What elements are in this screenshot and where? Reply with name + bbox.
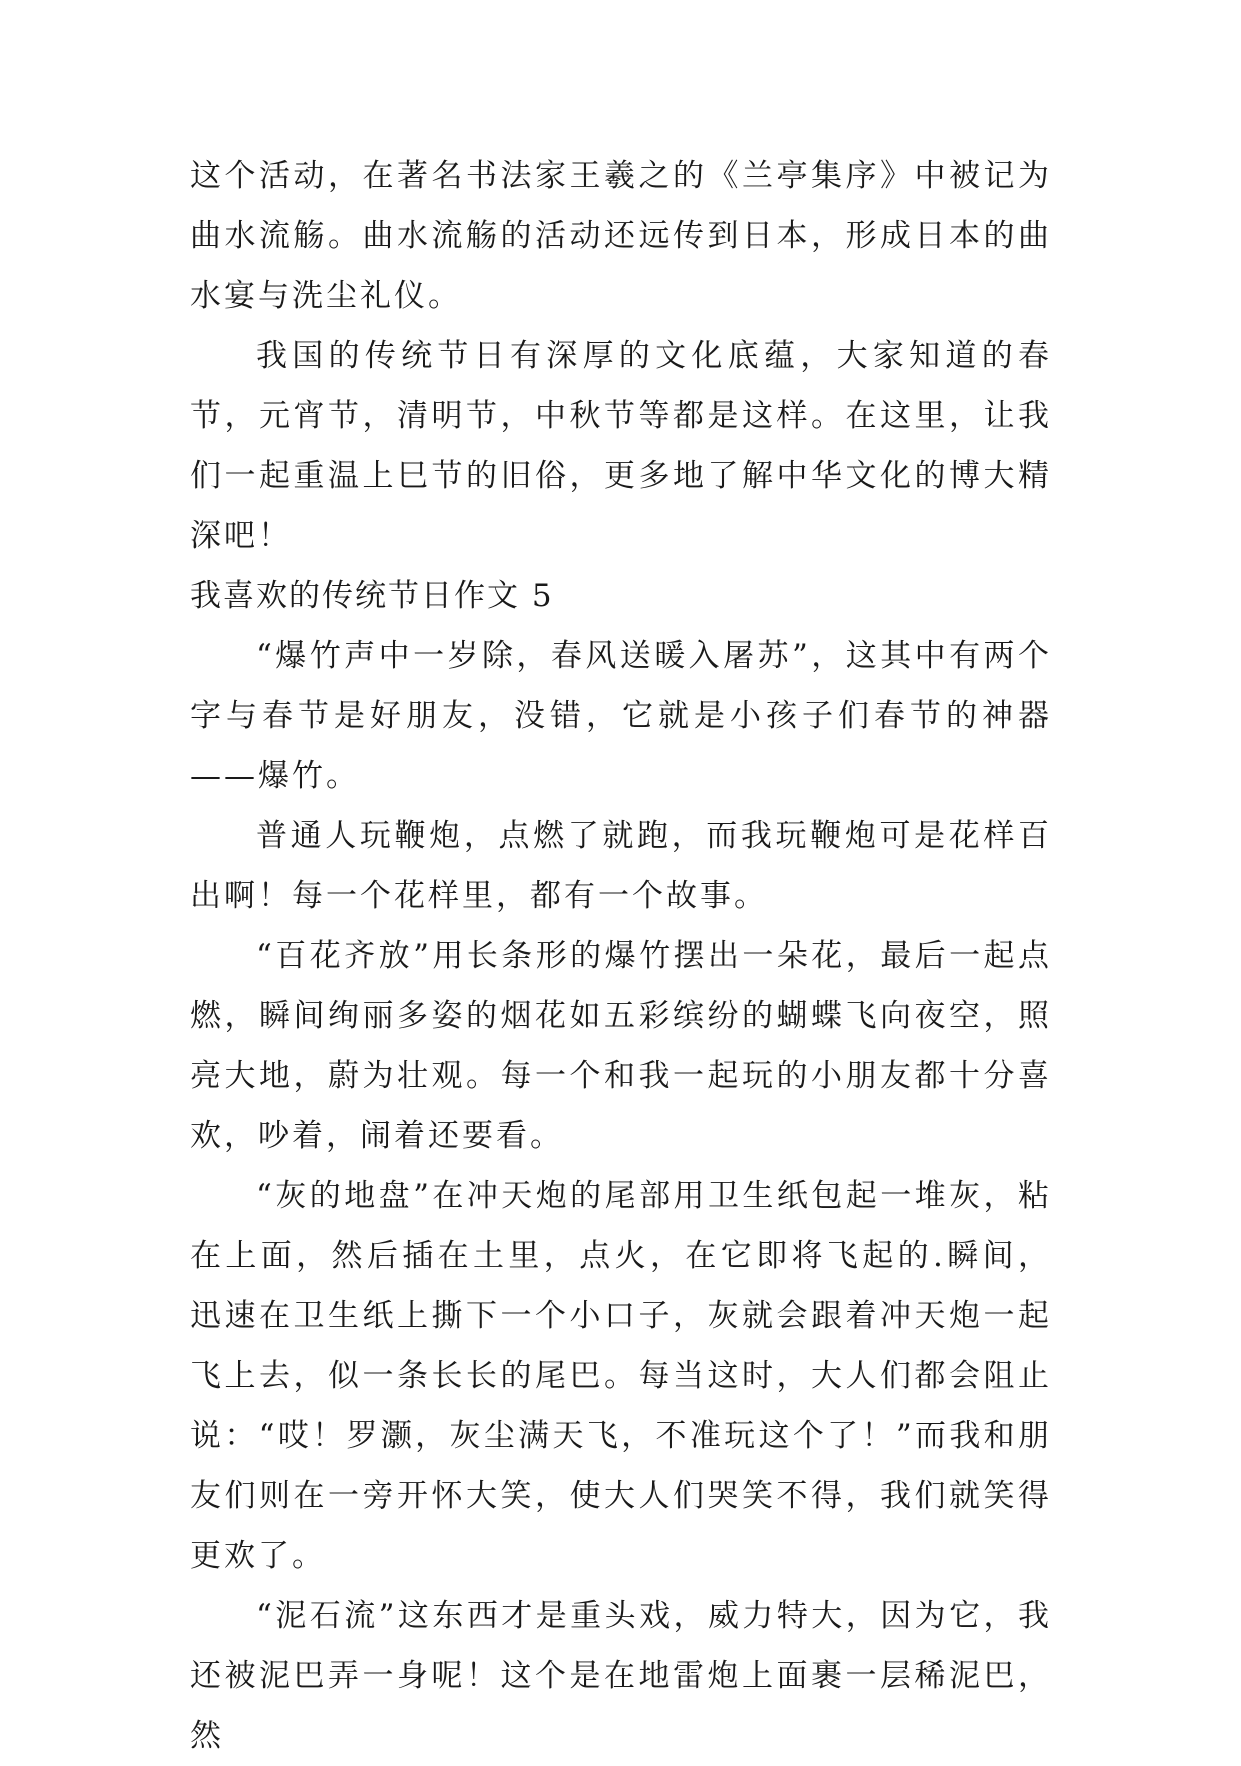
- section-heading: 我喜欢的传统节日作文 5: [190, 578, 554, 614]
- paragraph-2: 我国的传统节日有深厚的文化底蕴，大家知道的春节，元宵节，清明节，中秋节等都是这样。在这里，让我们一起重温上巳节的旧俗，更多地了解中华文化的博大精深吧！: [190, 338, 1052, 554]
- paragraph-5: “百花齐放”用长条形的爆竹摆出一朵花，最后一起点燃，瞬间绚丽多姿的烟花如五彩缤纷的蝴蝶飞向夜空，照亮大地，蔚为壮观。每一个和我一起玩的小朋友都十分喜欢，吵着，闹着还要看。: [190, 938, 1052, 1154]
- paragraph-6: “灰的地盘”在冲天炮的尾部用卫生纸包起一堆灰，粘在上面，然后插在土里，点火，在它即将飞起的.瞬间，迅速在卫生纸上撕下一个小口子，灰就会跟着冲天炮一起飞上去，似一条长长的尾巴。每当这时，大人们都会阻止说：“哎！罗灏，灰尘满天飞，不准玩这个了！”而我和朋友们则在一旁开怀大笑，使大人们哭笑不得，我们就笑得更欢了。: [190, 1178, 1052, 1574]
- document-page: [190, 146, 1052, 1766]
- paragraph-4: 普通人玩鞭炮，点燃了就跑，而我玩鞭炮可是花样百出啊！每一个花样里，都有一个故事。: [190, 818, 1052, 914]
- paragraph-3: “爆竹声中一岁除，春风送暖入屠苏”，这其中有两个字与春节是好朋友，没错，它就是小孩子们春节的神器——爆竹。: [190, 638, 1052, 794]
- paragraph-1: 这个活动，在著名书法家王羲之的《兰亭集序》中被记为曲水流觞。曲水流觞的活动还远传到日本，形成日本的曲水宴与洗尘礼仪。: [190, 158, 1052, 314]
- paragraph-7: “泥石流”这东西才是重头戏，威力特大，因为它，我还被泥巴弄一身呢！这个是在地雷炮上面裹一层稀泥巴，然: [190, 1598, 1052, 1754]
